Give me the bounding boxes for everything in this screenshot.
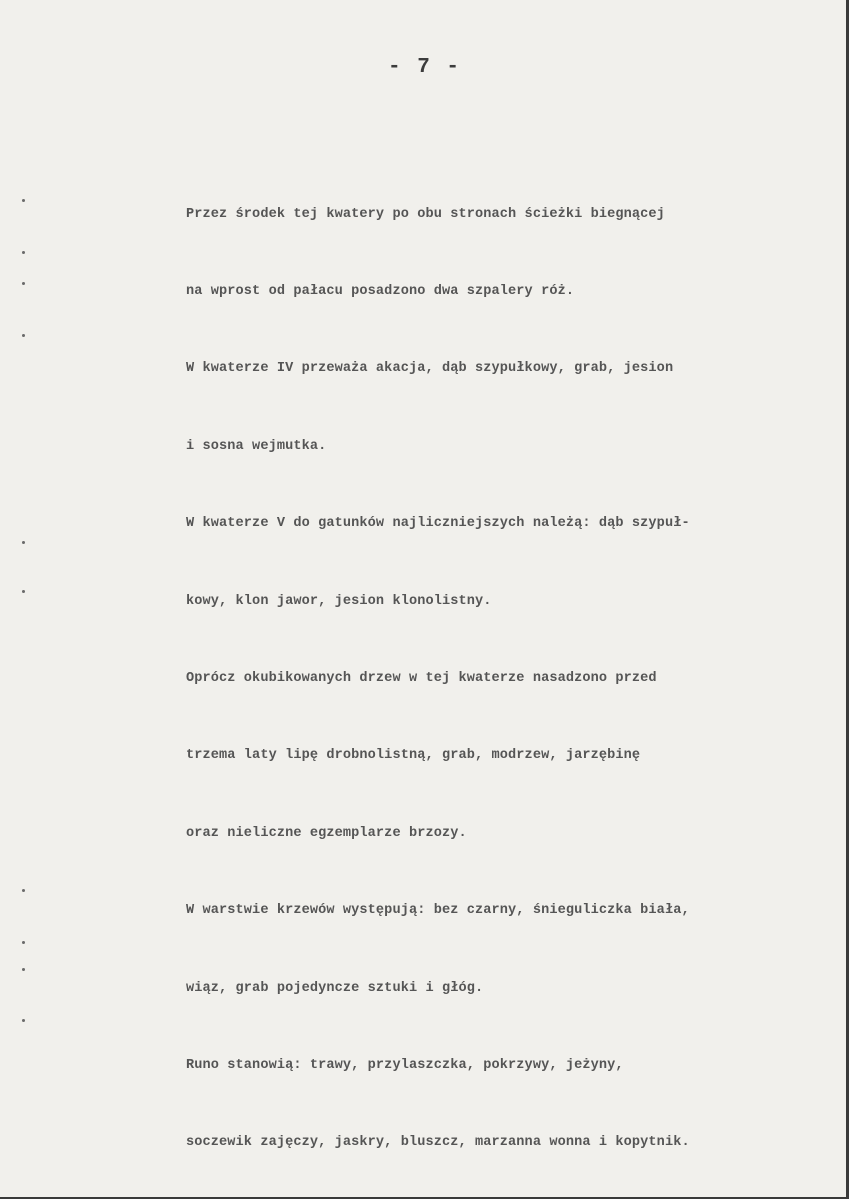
punch-mark (22, 199, 25, 202)
text-line: wiąz, grab pojedyncze sztuki i głóg. (186, 980, 484, 996)
text-line: Przez środek tej kwatery po obu stronach ścieżki biegnącej (186, 206, 665, 222)
text-line: W kwaterze V do gatunków najliczniejszych należą: dąb szypuł- (186, 516, 690, 532)
text-line: i sosna wejmutka. (186, 438, 327, 454)
text-line: Runo stanowią: trawy, przylaszczka, pokrzywy, jeżyny, (186, 1057, 624, 1073)
text-line: W warstwie krzewów występują: bez czarny, śnieguliczka biała, (186, 903, 690, 919)
body-text (186, 150, 836, 1199)
punch-mark (22, 889, 25, 892)
text-line: trzema laty lipę drobnolistną, grab, modrzew, jarzębinę (186, 748, 641, 764)
punch-mark (22, 941, 25, 944)
punch-mark (22, 968, 25, 971)
text-line: kowy, klon jawor, jesion klonolistny. (186, 593, 492, 609)
punch-mark (22, 541, 25, 544)
text-line: oraz nieliczne egzemplarze brzozy. (186, 825, 467, 841)
text-line: soczewik zajęczy, jaskry, bluszcz, marzanna wonna i kopytnik. (186, 1135, 690, 1151)
punch-mark (22, 590, 25, 593)
text-line: na wprost od pałacu posadzono dwa szpalery róż. (186, 283, 575, 299)
text-line: Oprócz okubikowanych drzew w tej kwaterze nasadzono przed (186, 670, 657, 686)
punch-mark (22, 282, 25, 285)
punch-mark (22, 1019, 25, 1022)
text-line: W kwaterze IV przeważa akacja, dąb szypułkowy, grab, jesion (186, 361, 674, 377)
page-number: - 7 - (387, 56, 461, 79)
punch-mark (22, 334, 25, 337)
punch-mark (22, 251, 25, 254)
